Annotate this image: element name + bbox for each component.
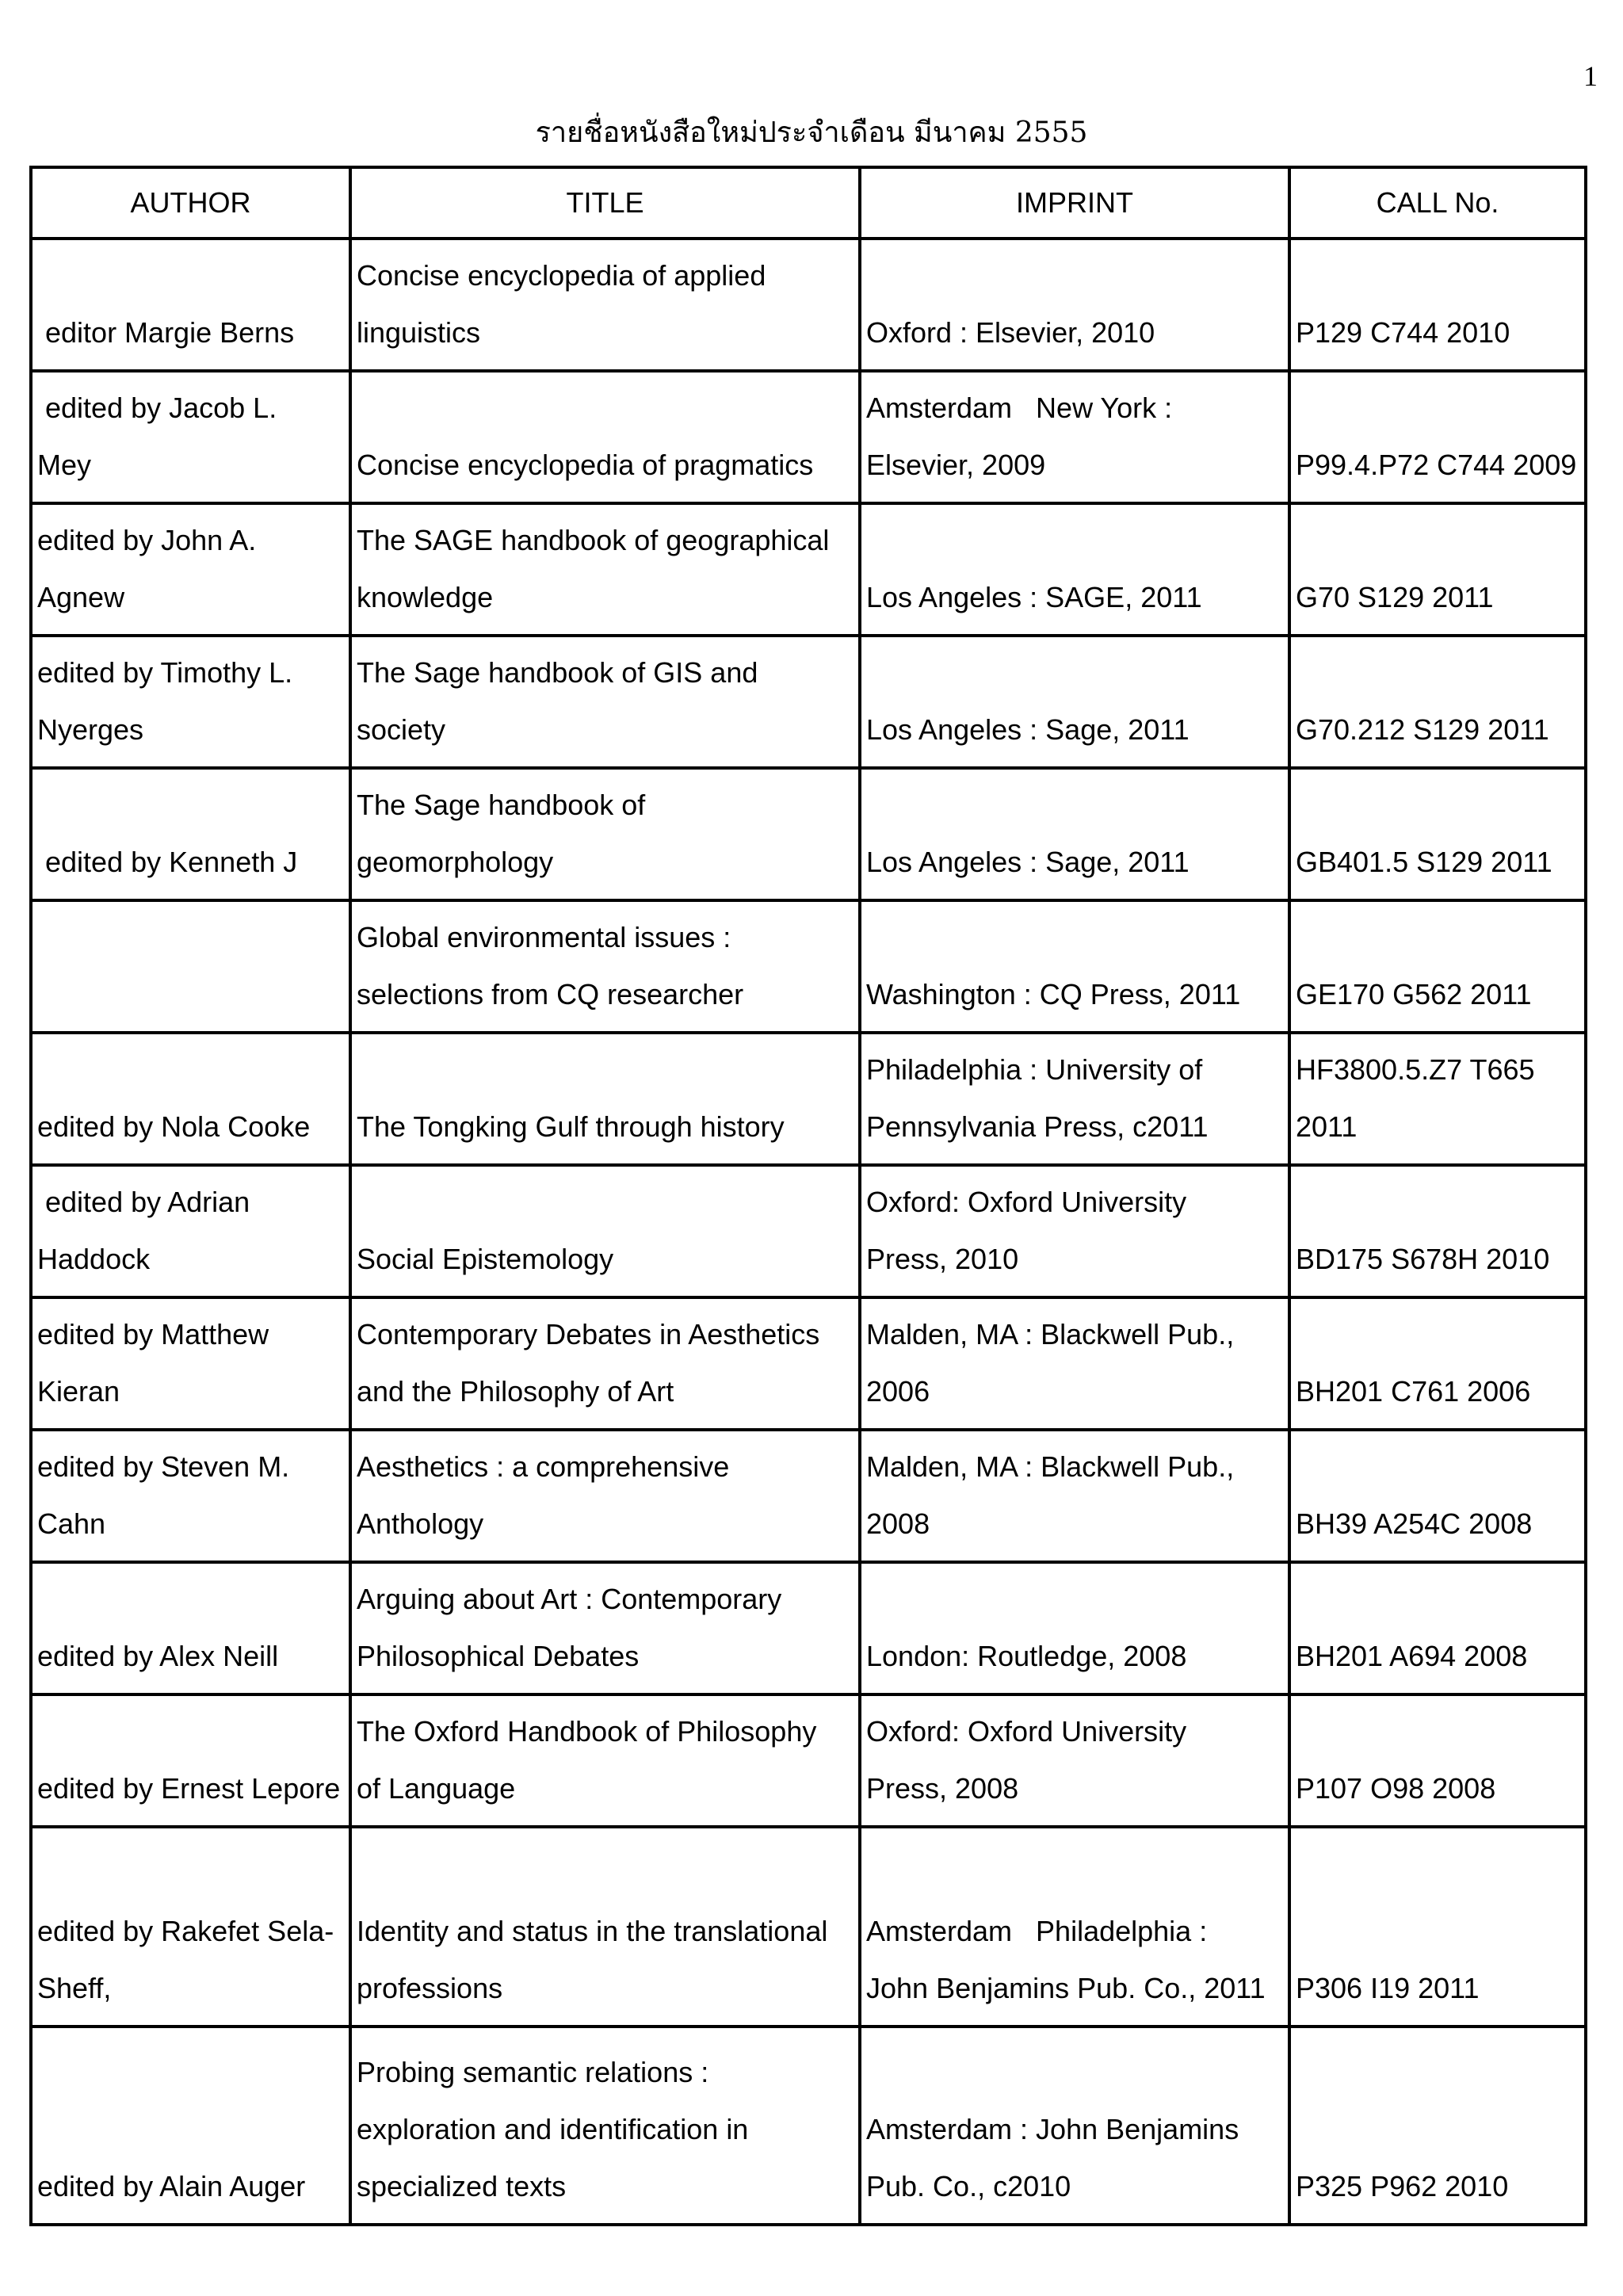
table-row <box>31 503 1586 636</box>
author-cell <box>31 2027 350 2225</box>
cell-text-line: BH39 A254C 2008 <box>1296 1507 1533 1540</box>
title-cell <box>350 2027 860 2225</box>
cell-text-line: Oxford: Oxford University <box>866 1186 1187 1218</box>
table-row <box>31 1165 1586 1297</box>
cell-text-line: edited by Alex Neill <box>37 1640 279 1672</box>
cell-text-line: HF3800.5.Z7 T665 <box>1296 1053 1535 1086</box>
cell-text-line: specialized texts <box>357 2170 567 2202</box>
cell-text-line: BD175 S678H 2010 <box>1296 1243 1550 1275</box>
cell-text-line: Press, 2008 <box>866 1772 1019 1805</box>
cell-text-line: Contemporary Debates in Aesthetics <box>357 1318 820 1350</box>
cell-text-line: Cahn <box>37 1507 106 1540</box>
title-cell <box>350 239 860 371</box>
imprint-cell <box>860 636 1289 768</box>
imprint-cell <box>860 503 1289 636</box>
cell-text-line: edited by Nola Cooke <box>37 1110 311 1143</box>
cell-text-line: selections from CQ researcher <box>357 978 744 1010</box>
cell-text-line: Probing semantic relations : <box>357 2056 709 2088</box>
cell-text-line: knowledge <box>357 581 494 613</box>
cell-text-line: edited by John A. <box>37 524 257 556</box>
cell-text-line: editor Margie Berns <box>37 316 295 349</box>
call-no-cell <box>1289 768 1586 900</box>
cell-text-line: geomorphology <box>357 846 554 878</box>
cell-text-line: GB401.5 S129 2011 <box>1296 846 1552 878</box>
cell-text-line: Malden, MA : Blackwell Pub., <box>866 1318 1235 1350</box>
cell-text-line: edited by Steven M. <box>37 1450 290 1483</box>
cell-text-line: BH201 C761 2006 <box>1296 1375 1531 1408</box>
cell-text-line: professions <box>357 1972 503 2004</box>
cell-text-line: Aesthetics : a comprehensive <box>357 1450 730 1483</box>
title-cell <box>350 768 860 900</box>
imprint-cell <box>860 371 1289 503</box>
imprint-cell <box>860 1562 1289 1694</box>
cell-text-line: Oxford: Oxford University <box>866 1715 1187 1748</box>
cell-text-line: Anthology <box>357 1507 484 1540</box>
call-no-cell <box>1289 1430 1586 1562</box>
author-cell <box>31 503 350 636</box>
column-header-call-no: CALL No. <box>1289 167 1586 239</box>
author-cell <box>31 1562 350 1694</box>
author-cell <box>31 1033 350 1165</box>
cell-text-line: P99.4.P72 C744 2009 <box>1296 449 1577 481</box>
cell-text-line: 2006 <box>866 1375 930 1408</box>
call-no-cell <box>1289 1033 1586 1165</box>
cell-text-line: The Sage handbook of GIS and <box>357 656 758 689</box>
author-cell <box>31 1297 350 1430</box>
author-cell <box>31 768 350 900</box>
imprint-cell <box>860 1033 1289 1165</box>
header-row <box>31 167 1586 239</box>
author-cell <box>31 636 350 768</box>
call-no-cell <box>1289 371 1586 503</box>
cell-text-line: Identity and status in the translational <box>357 1915 828 1947</box>
cell-text-line: The Oxford Handbook of Philosophy <box>357 1715 817 1748</box>
page-number: 1 <box>1583 60 1598 92</box>
cell-text-line: society <box>357 713 446 746</box>
author-cell <box>31 371 350 503</box>
column-header-imprint: IMPRINT <box>860 167 1289 239</box>
author-cell <box>31 1430 350 1562</box>
cell-text-line: Philosophical Debates <box>357 1640 640 1672</box>
cell-text-line: and the Philosophy of Art <box>357 1375 674 1408</box>
table-row <box>31 1430 1586 1562</box>
author-cell <box>31 1827 350 2027</box>
column-header-author: AUTHOR <box>31 167 350 239</box>
cell-text-line: Amsterdam : John Benjamins <box>866 2113 1239 2145</box>
call-no-cell <box>1289 900 1586 1033</box>
cell-text-line: The Sage handbook of <box>357 789 646 821</box>
cell-text-line: edited by Timothy L. <box>37 656 293 689</box>
title-cell <box>350 1430 860 1562</box>
cell-text-line: Los Angeles : SAGE, 2011 <box>866 581 1202 613</box>
cell-text-line: Amsterdam Philadelphia : <box>866 1915 1208 1947</box>
cell-text-line: Agnew <box>37 581 125 613</box>
cell-text-line: edited by Alain Auger <box>37 2170 306 2202</box>
cell-text-line: Social Epistemology <box>357 1243 614 1275</box>
table-row <box>31 1827 1586 2027</box>
cell-text-line: Kieran <box>37 1375 120 1408</box>
table-row <box>31 239 1586 371</box>
table-header <box>31 167 1586 239</box>
table-row <box>31 1297 1586 1430</box>
cell-text-line: G70 S129 2011 <box>1296 581 1494 613</box>
cell-text-line: John Benjamins Pub. Co., 2011 <box>866 1972 1266 2004</box>
table-row <box>31 2027 1586 2225</box>
imprint-cell <box>860 1297 1289 1430</box>
imprint-cell <box>860 1430 1289 1562</box>
cell-text-line: edited by Jacob L. <box>37 392 277 424</box>
table-body <box>31 239 1586 2225</box>
imprint-cell <box>860 768 1289 900</box>
table-row <box>31 636 1586 768</box>
call-no-cell <box>1289 2027 1586 2225</box>
table-row <box>31 1033 1586 1165</box>
cell-text-line: Press, 2010 <box>866 1243 1019 1275</box>
cell-text-line: Sheff, <box>37 1972 112 2004</box>
cell-text-line: Pennsylvania Press, c2011 <box>866 1110 1209 1143</box>
cell-text-line: exploration and identification in <box>357 2113 749 2145</box>
cell-text-line: 2008 <box>866 1507 930 1540</box>
cell-text-line: Concise encyclopedia of pragmatics <box>357 449 814 481</box>
table-row <box>31 1694 1586 1827</box>
cell-text-line: Philadelphia : University of <box>866 1053 1203 1086</box>
cell-text-line: BH201 A694 2008 <box>1296 1640 1528 1672</box>
cell-text-line: Washington : CQ Press, 2011 <box>866 978 1241 1010</box>
call-no-cell <box>1289 503 1586 636</box>
cell-text-line: edited by Matthew <box>37 1318 269 1350</box>
title-cell <box>350 371 860 503</box>
cell-text-line: Global environmental issues : <box>357 921 731 953</box>
author-cell <box>31 1165 350 1297</box>
title-cell <box>350 900 860 1033</box>
cell-text-line: edited by Adrian <box>37 1186 250 1218</box>
cell-text-line: GE170 G562 2011 <box>1296 978 1532 1010</box>
cell-text-line: P325 P962 2010 <box>1296 2170 1509 2202</box>
cell-text-line: linguistics <box>357 316 481 349</box>
cell-text-line: Nyerges <box>37 713 144 746</box>
cell-text-line: P306 I19 2011 <box>1296 1972 1480 2004</box>
call-no-cell <box>1289 636 1586 768</box>
author-cell <box>31 239 350 371</box>
cell-text-line: Malden, MA : Blackwell Pub., <box>866 1450 1235 1483</box>
cell-text-line: edited by Ernest Lepore <box>37 1772 341 1805</box>
title-cell <box>350 1562 860 1694</box>
cell-text-line: P107 O98 2008 <box>1296 1772 1496 1805</box>
cell-text-line: The Tongking Gulf through history <box>357 1110 785 1143</box>
title-cell <box>350 1165 860 1297</box>
cell-text-line: Elsevier, 2009 <box>866 449 1046 481</box>
cell-text-line: Oxford : Elsevier, 2010 <box>866 316 1155 349</box>
title-cell <box>350 503 860 636</box>
call-no-cell <box>1289 1562 1586 1694</box>
title-cell <box>350 1033 860 1165</box>
page-title: รายชื่อหนังสือใหม่ประจำเดือน มีนาคม 2555 <box>535 117 1088 149</box>
call-no-cell <box>1289 1297 1586 1430</box>
cell-text-line: edited by Rakefet Sela- <box>37 1915 334 1947</box>
table-row <box>31 371 1586 503</box>
cell-text-line: Haddock <box>37 1243 151 1275</box>
call-no-cell <box>1289 239 1586 371</box>
title-cell <box>350 1297 860 1430</box>
cell-text-line: P129 C744 2010 <box>1296 316 1510 349</box>
cell-text-line: Pub. Co., c2010 <box>866 2170 1071 2202</box>
cell-text-line: Arguing about Art : Contemporary <box>357 1583 782 1615</box>
cell-text-line: Mey <box>37 449 92 481</box>
cell-text-line: of Language <box>357 1772 516 1805</box>
cell-text-line: Los Angeles : Sage, 2011 <box>866 846 1190 878</box>
imprint-cell <box>860 239 1289 371</box>
table-row <box>31 768 1586 900</box>
call-no-cell <box>1289 1165 1586 1297</box>
cell-text-line: The SAGE handbook of geographical <box>357 524 830 556</box>
cell-text-line: 2011 <box>1296 1110 1358 1143</box>
imprint-cell <box>860 2027 1289 2225</box>
title-cell <box>350 636 860 768</box>
imprint-cell <box>860 1694 1289 1827</box>
cell-text-line: edited by Kenneth J <box>37 846 298 878</box>
call-no-cell <box>1289 1827 1586 2027</box>
cell-text-line: Amsterdam New York : <box>866 392 1173 424</box>
title-cell <box>350 1694 860 1827</box>
title-cell <box>350 1827 860 2027</box>
cell-text-line: G70.212 S129 2011 <box>1296 713 1549 746</box>
imprint-cell <box>860 900 1289 1033</box>
call-no-cell <box>1289 1694 1586 1827</box>
book-list-table <box>29 166 1587 2226</box>
cell-text-line: London: Routledge, 2008 <box>866 1640 1187 1672</box>
cell-text-line: Concise encyclopedia of applied <box>357 259 766 292</box>
table-row <box>31 1562 1586 1694</box>
table-row <box>31 900 1586 1033</box>
cell-text-line: Los Angeles : Sage, 2011 <box>866 713 1190 746</box>
imprint-cell <box>860 1165 1289 1297</box>
author-cell <box>31 1694 350 1827</box>
imprint-cell <box>860 1827 1289 2027</box>
column-header-title: TITLE <box>350 167 860 239</box>
author-cell <box>31 900 350 1033</box>
